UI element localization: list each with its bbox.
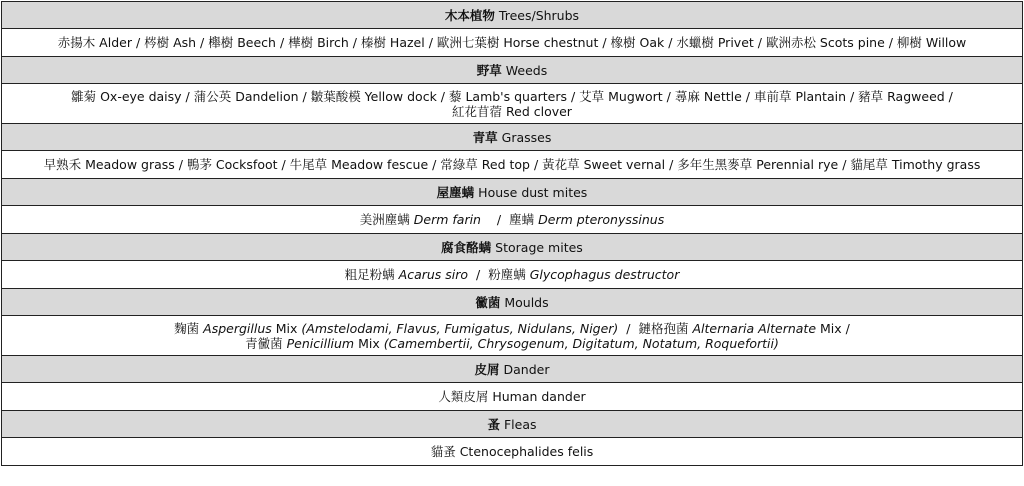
- section-title-zh: 青草: [472, 130, 498, 145]
- separator: /: [626, 321, 631, 336]
- moulds-line-2: [8, 336, 1016, 351]
- separator: /: [488, 212, 502, 227]
- allergen-species: (Amstelodami, Flavus, Fumigatus, Nidulans, Niger): [301, 321, 619, 336]
- section-title-zh: 皮屑: [474, 362, 500, 377]
- allergen-zh: 青黴菌: [245, 336, 283, 351]
- allergen-list: 赤揚木 Alder / 梣樹 Ash / 櫸樹 Beech / 樺樹 Birch / 榛樹 Hazel / 歐洲七葉樹 Horse chestnut / 橡樹 Oak / 水蠟樹 Privet / 歐洲赤松 Scots pine / 柳樹 Willow: [57, 35, 967, 50]
- section-header-grasses: [2, 124, 1022, 151]
- section-header-moulds: [2, 289, 1022, 316]
- allergen-list: 早熟禾 Meadow grass / 鴨茅 Cocksfoot / 牛尾草 Meadow fescue / 常綠草 Red top / 黃花草 Sweet vernal / 多年生黑麥草 Perennial rye / 貓尾草 Timothy grass: [43, 157, 981, 172]
- allergen-list-line: 雛菊 Ox-eye daisy / 蒲公英 Dandelion / 皺葉酸模 Yellow dock / 藜 Lamb's quarters / 艾草 Mugwort / 蕁麻 Nettle / 車前草 Plantain / 豬草 Ragweed /: [71, 89, 953, 104]
- allergen-latin: Penicillium: [286, 336, 355, 351]
- section-body-grasses: [2, 151, 1022, 179]
- section-title-en: Dander: [503, 362, 550, 377]
- allergen-latin: Alternaria Alternate: [692, 321, 817, 336]
- allergen-zh: 粗足粉螨: [344, 267, 395, 282]
- section-header-storage-mites: [2, 234, 1022, 261]
- section-title-zh: 屋塵螨: [436, 185, 475, 200]
- section-body-moulds: [2, 316, 1022, 356]
- section-title-zh: 野草: [476, 63, 502, 78]
- section-title-zh: 蚤: [487, 417, 500, 432]
- allergen-zh: 塵螨: [509, 212, 535, 227]
- allergen-mix: Mix: [275, 321, 298, 336]
- section-title-en: Weeds: [505, 63, 548, 78]
- section-title-en: Grasses: [501, 130, 552, 145]
- separator: /: [476, 267, 481, 282]
- section-title-en: Storage mites: [495, 240, 583, 255]
- section-header-dander: [2, 356, 1022, 383]
- section-title-en: Trees/Shrubs: [498, 8, 580, 23]
- allergen-latin: Derm pteronyssinus: [538, 212, 665, 227]
- section-title-zh: 腐食酪螨: [441, 240, 492, 255]
- section-header-house-dust-mites: [2, 179, 1022, 206]
- allergen-latin: Glycophagus destructor: [529, 267, 680, 282]
- allergen-latin: Derm farin: [413, 212, 481, 227]
- allergen-latin: Aspergillus: [203, 321, 272, 336]
- allergen-latin: Ctenocephalides felis: [459, 444, 594, 459]
- allergen-mix: Mix: [358, 336, 380, 351]
- allergen-list: 人類皮屑 Human dander: [438, 389, 586, 404]
- section-header-fleas: [2, 411, 1022, 438]
- section-title-en: Moulds: [504, 295, 549, 310]
- section-title-zh: 木本植物: [444, 8, 495, 23]
- allergen-zh: 美洲塵螨: [359, 212, 410, 227]
- allergen-table: [1, 1, 1023, 466]
- allergen-list-line: 紅花苜蓿 Red clover: [452, 104, 572, 119]
- section-body-storage-mites: [2, 261, 1022, 289]
- allergen-zh: 貓蚤: [430, 444, 456, 459]
- section-body-dander: [2, 383, 1022, 411]
- section-title-en: House dust mites: [478, 185, 588, 200]
- section-body-fleas: [2, 438, 1022, 465]
- section-body-trees: [2, 29, 1022, 57]
- allergen-species: (Camembertii, Chrysogenum, Digitatum, Notatum, Roquefortii): [383, 336, 779, 351]
- separator: /: [845, 321, 850, 336]
- section-title-en: Fleas: [503, 417, 537, 432]
- section-header-trees: [2, 2, 1022, 29]
- allergen-mix: Mix: [820, 321, 842, 336]
- section-title-zh: 黴菌: [475, 295, 501, 310]
- section-header-weeds: [2, 57, 1022, 84]
- allergen-zh: 粉塵螨: [488, 267, 526, 282]
- section-body-weeds: [2, 84, 1022, 124]
- moulds-line-1: [8, 321, 1016, 336]
- allergen-latin: Acarus siro: [398, 267, 469, 282]
- allergen-zh: 鏈格孢菌: [638, 321, 689, 336]
- allergen-zh: 麴菌: [174, 321, 200, 336]
- section-body-house-dust-mites: [2, 206, 1022, 234]
